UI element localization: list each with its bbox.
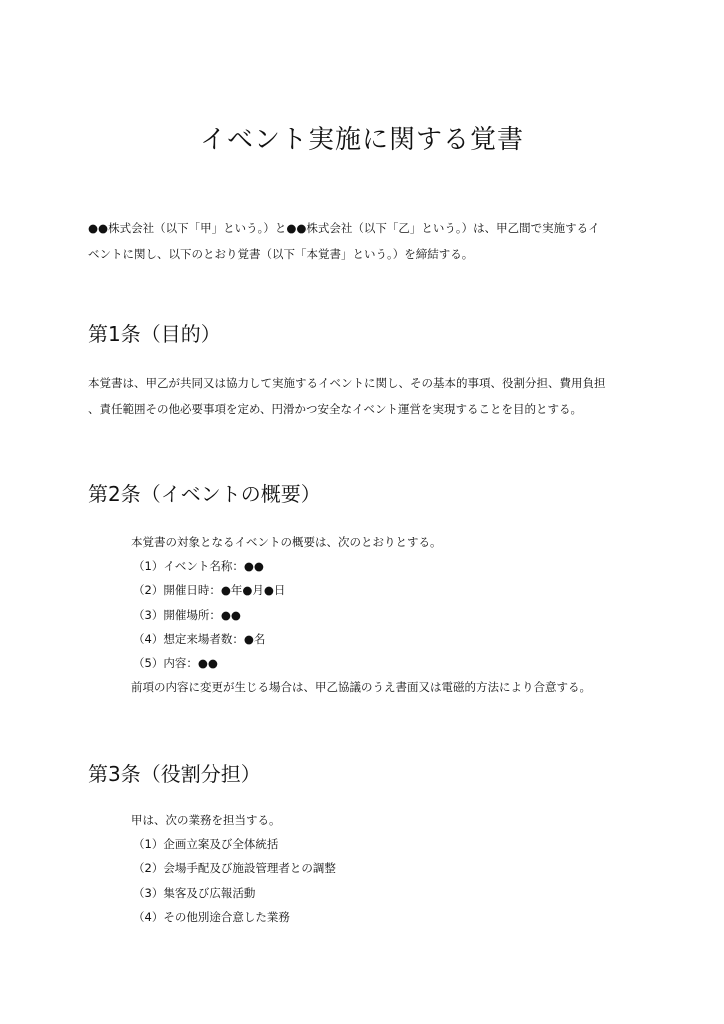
article-1-line: 本覚書は、甲乙が共同又は協力して実施するイベントに関し、その基本的事項、役割分担、費用負担 [88, 376, 606, 390]
intro-line: ●●株式会社（以下「甲」という。）と●●株式会社（以下「乙」という。）は、甲乙間で実施するイ [88, 221, 600, 235]
list-item: （1）イベント名称：●● [133, 559, 264, 574]
article-2-body [131, 530, 591, 699]
article-1-body [88, 370, 648, 422]
intro-line: ベントに関し、以下のとおり覚書（以下「本覚書」という。）を締結する。 [88, 247, 474, 261]
intro-paragraph [88, 215, 648, 267]
list-item: （3）開催場所：●● [133, 607, 241, 622]
article-1-line: 、責任範囲その他必要事項を定め、円滑かつ安全なイベント運営を実現することを目的とする。 [88, 402, 583, 416]
list-item: （4）その他別途合意した業務 [133, 909, 290, 924]
list-item: （3）集客及び広報活動 [133, 885, 256, 900]
article-2-closing: 前項の内容に変更が生じる場合は、甲乙協議のうえ書面又は電磁的方法により合意する。 [131, 680, 591, 695]
article-2-lead: 本覚書の対象となるイベントの概要は、次のとおりとする。 [131, 535, 442, 549]
article-2-heading: 第2条（イベントの概要） [88, 482, 321, 506]
list-item: （1）企画立案及び全体統括 [133, 837, 279, 852]
article-3-body [131, 808, 336, 929]
list-item: （2）会場手配及び施設管理者との調整 [133, 861, 336, 876]
list-item: （2）開催日時：●年●月●日 [133, 583, 286, 598]
document-title: イベント実施に関する覚書 [199, 125, 524, 155]
list-item: （5）内容：●● [133, 656, 218, 671]
article-3-heading: 第3条（役割分担） [88, 762, 261, 786]
article-1-heading: 第1条（目的） [88, 322, 221, 346]
list-item: （4）想定来場者数：●名 [133, 631, 266, 646]
article-3-lead: 甲は、次の業務を担当する。 [131, 813, 281, 827]
